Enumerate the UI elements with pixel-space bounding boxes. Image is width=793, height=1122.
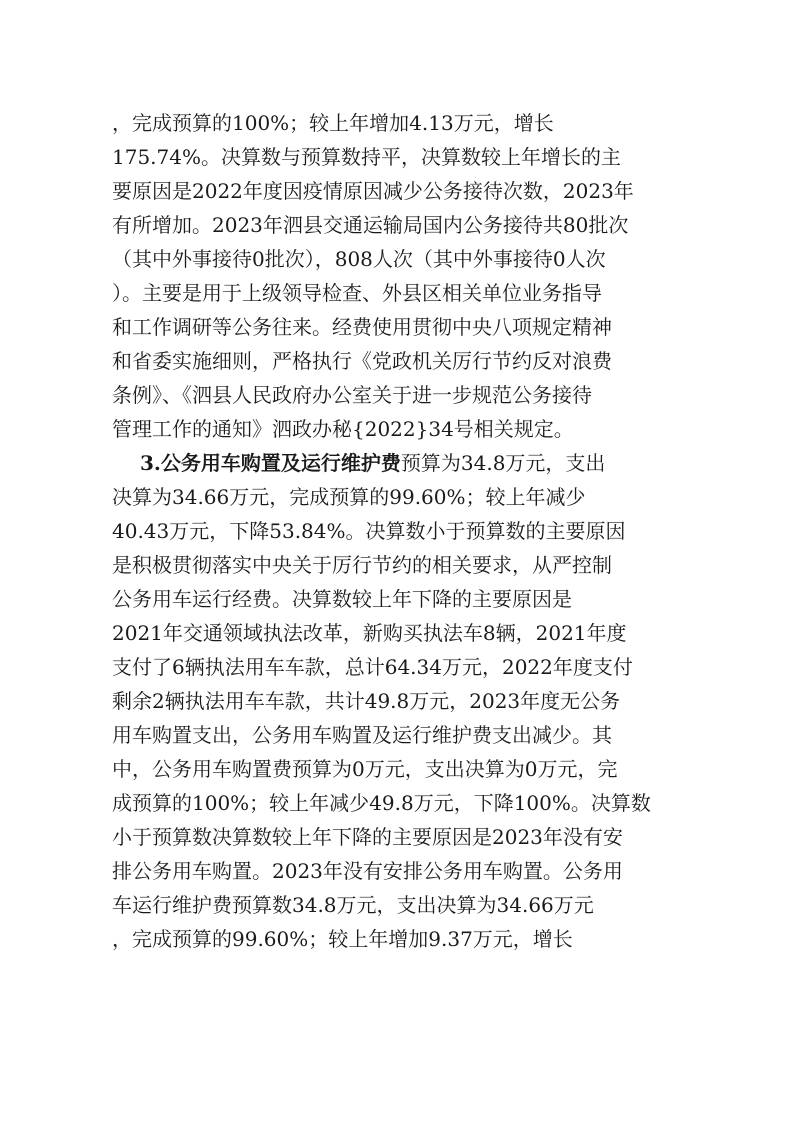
section-3-first-line-rest: 预算为34.8万元，支出 xyxy=(400,451,606,475)
text-line-10: 管理工作的通知》泗政办秘{2022}34号相关规定。 xyxy=(112,417,574,441)
text-line-2: 175.74%。决算数与预算数持平，决算数较上年增长的主 xyxy=(112,145,621,169)
body-text xyxy=(112,106,692,956)
section-3-line-13: 车运行维护费预算数34.8万元，支出决算为34.66万元 xyxy=(112,893,594,917)
text-line-8: 和省委实施细则，严格执行《党政机关厉行节约反对浪费 xyxy=(112,349,612,373)
section-3-line-6: 支付了6辆执法用车车款，总计64.34万元，2022年度支付 xyxy=(112,655,633,679)
text-line-5: （其中外事接待0批次），808人次（其中外事接待0人次 xyxy=(112,247,606,271)
section-3-heading: 3.公务用车购置及运行维护费 xyxy=(140,451,401,475)
text-line-6: ）。主要是用于上级领导检查、外县区相关单位业务指导 xyxy=(112,281,602,305)
section-3-line-12: 排公务用车购置。2023年没有安排公务用车购置。公务用 xyxy=(112,859,623,883)
section-3-first-line xyxy=(112,446,692,480)
section-3-line-2: 40.43万元，下降53.84%。决算数小于预算数的主要原因 xyxy=(112,519,626,543)
text-line-1: ，完成预算的100%；较上年增加4.13万元，增长 xyxy=(112,111,554,135)
section-3-line-7: 剩余2辆执法用车车款，共计49.8万元，2023年度无公务 xyxy=(112,689,621,713)
section-3-line-3: 是积极贯彻落实中央关于厉行节约的相关要求，从严控制 xyxy=(112,553,612,577)
section-3-line-11: 小于预算数决算数较上年下降的主要原因是2023年没有安 xyxy=(112,825,623,849)
section-3-line-8: 用车购置支出，公务用车购置及运行维护费支出减少。其 xyxy=(112,723,612,747)
section-3-line-1: 决算为34.66万元，完成预算的99.60%；较上年减少 xyxy=(112,485,586,509)
section-3-line-9: 中，公务用车购置费预算为0万元，支出决算为0万元，完 xyxy=(112,757,618,781)
text-line-3: 要原因是2022年度因疫情原因减少公务接待次数，2023年 xyxy=(112,179,634,203)
section-3-line-4: 公务用车运行经费。决算数较上年下降的主要原因是 xyxy=(112,587,572,611)
text-line-4: 有所增加。2023年泗县交通运输局国内公务接待共80批次 xyxy=(112,213,629,237)
section-3-line-5: 2021年交通领域执法改革，新购买执法车8辆，2021年度 xyxy=(112,621,627,645)
text-line-9: 条例》、《泗县人民政府办公室关于进一步规范公务接待 xyxy=(112,383,592,407)
text-line-7: 和工作调研等公务往来。经费使用贯彻中央八项规定精神 xyxy=(112,315,612,339)
section-3-line-14: ，完成预算的99.60%；较上年增加9.37万元，增长 xyxy=(112,927,573,951)
section-3-line-10: 成预算的100%；较上年减少49.8万元，下降100%。决算数 xyxy=(112,791,651,815)
